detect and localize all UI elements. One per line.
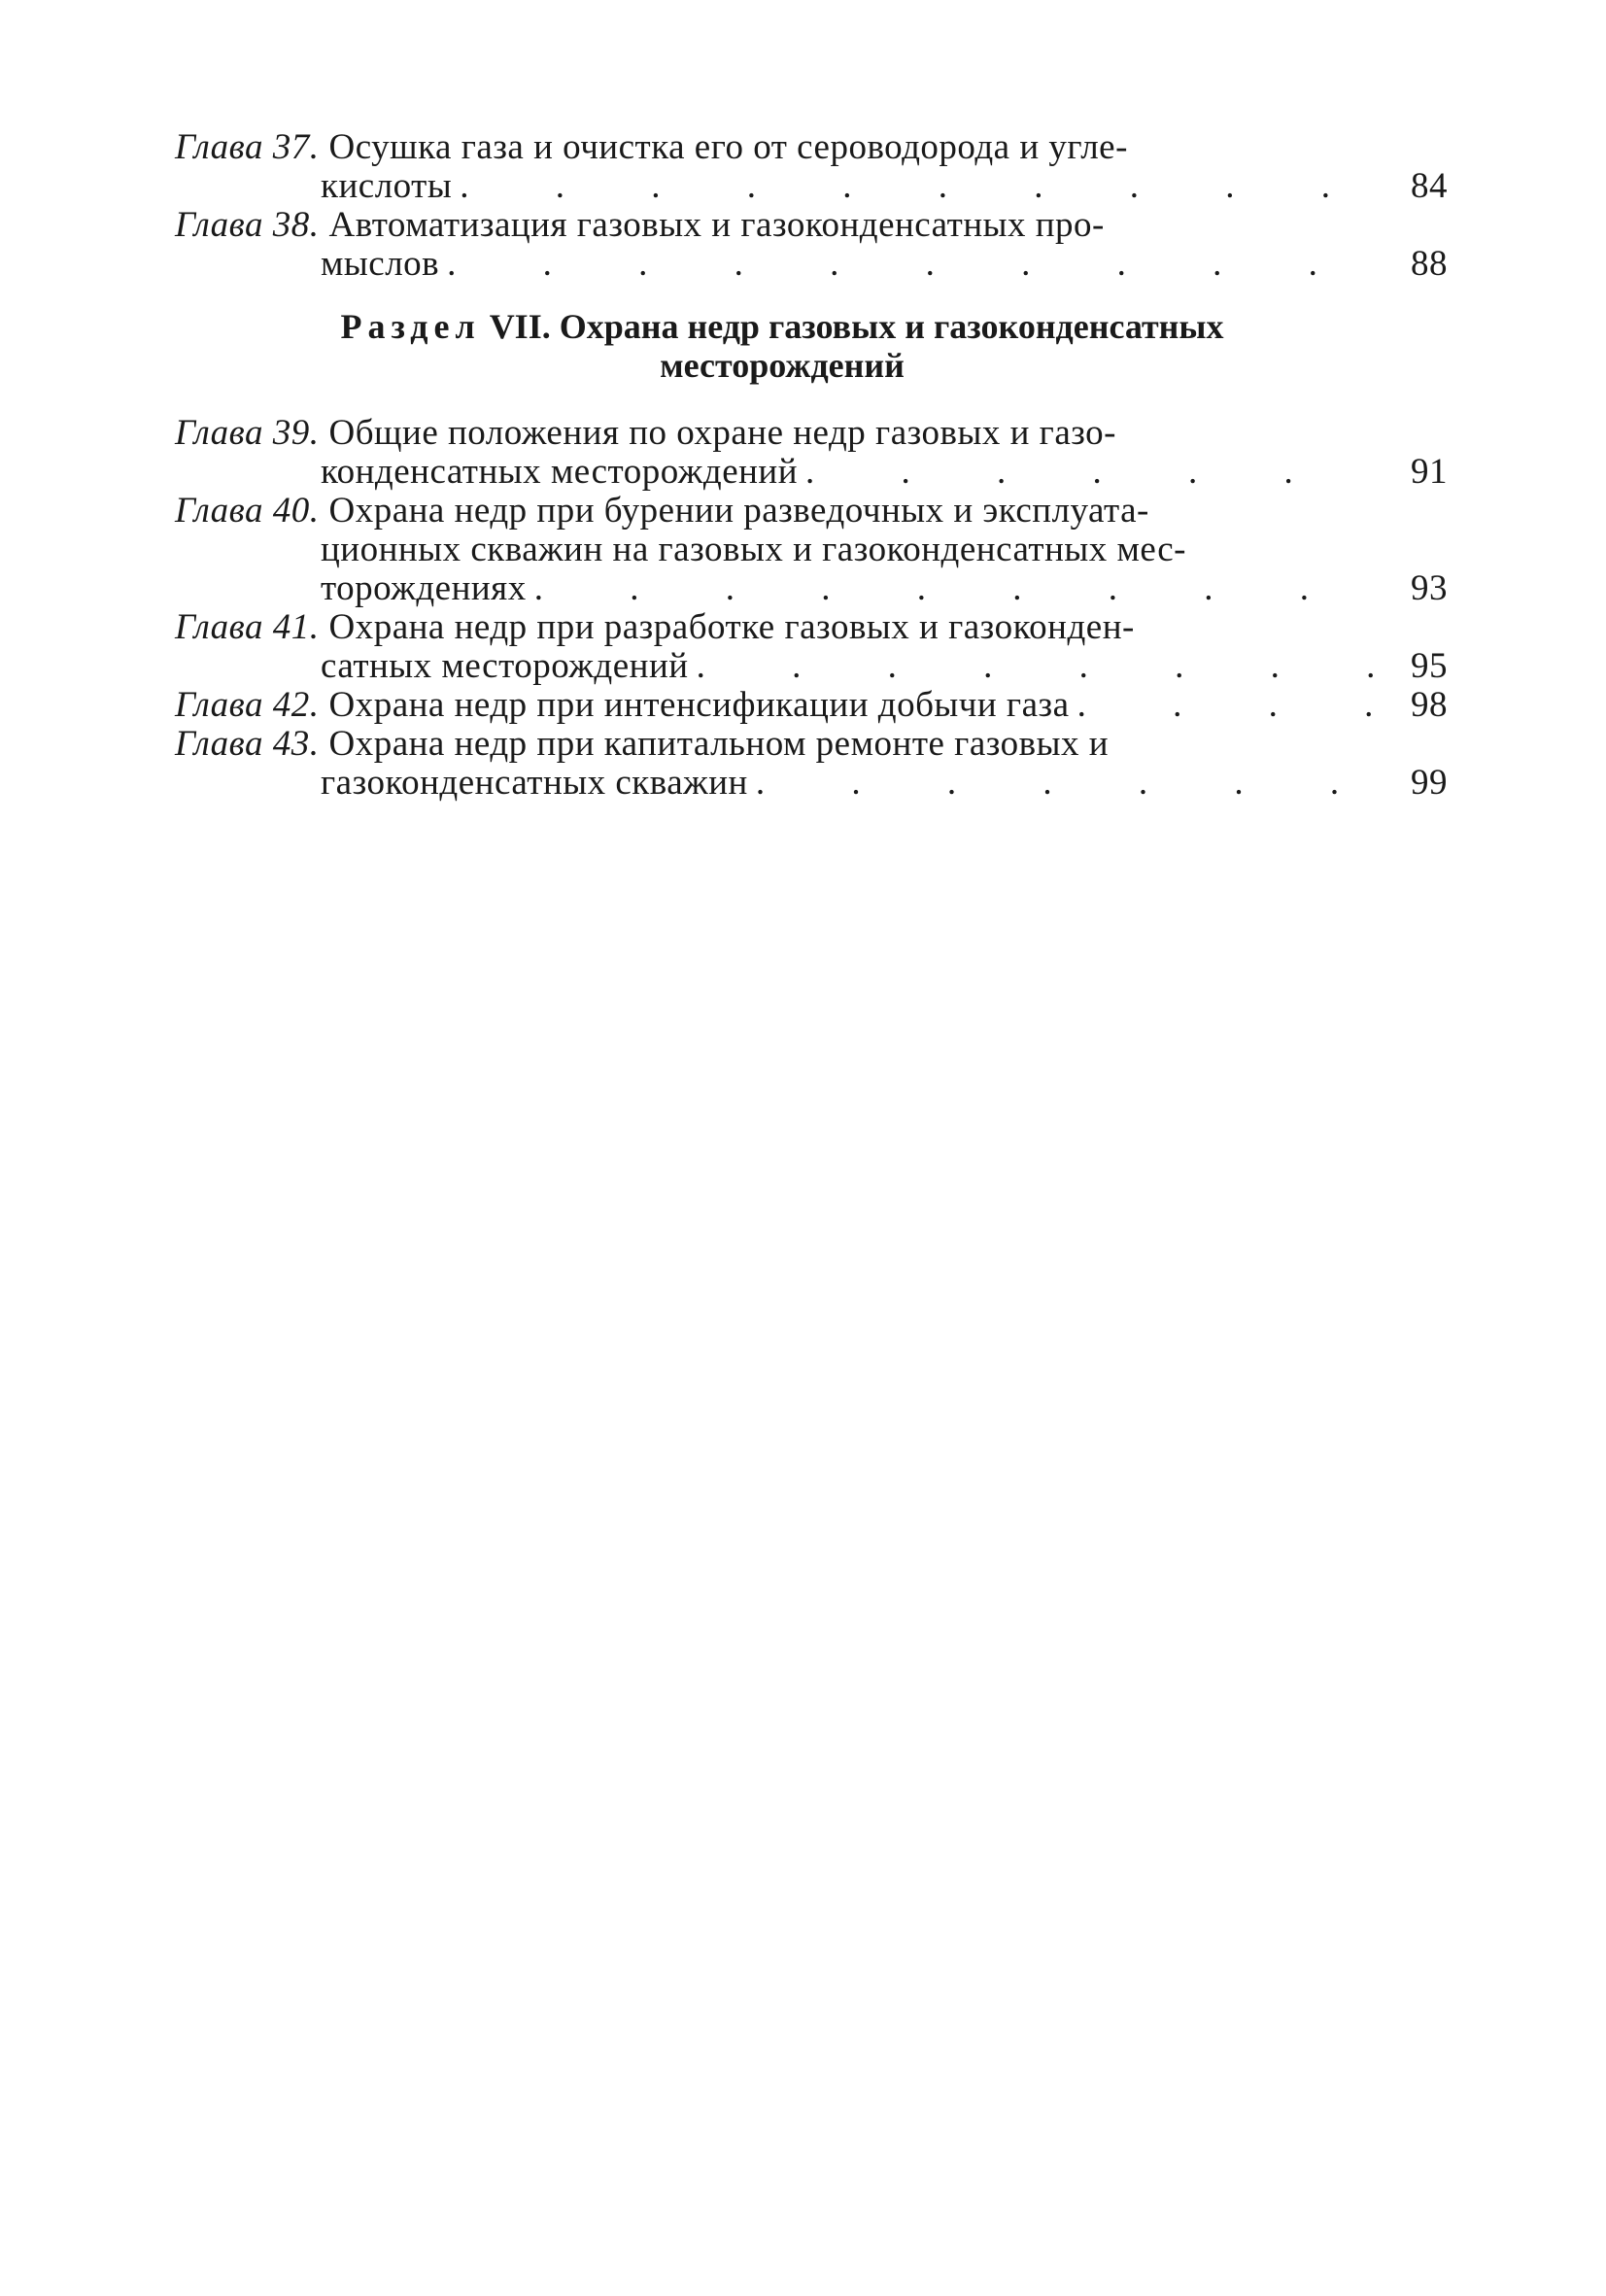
toc-entry-chapter-42: [175, 686, 1448, 725]
chapter-title-line: торождениях: [321, 568, 527, 608]
toc-entry-chapter-39: [175, 414, 1448, 492]
chapter-label: Глава 42.: [175, 685, 320, 725]
toc-entry-chapter-38: [175, 206, 1448, 284]
toc-entry-chapter-43: [175, 725, 1448, 803]
chapter-title-line: сатных месторождений: [321, 646, 689, 686]
chapter-title-line: Осушка газа и очистка его от сероводорода и угле-: [328, 127, 1128, 167]
dot-leader: [460, 167, 1382, 206]
chapter-title-line: Общие положения по охране недр газовых и газо-: [328, 413, 1116, 453]
page-number: 98: [1411, 685, 1448, 725]
toc-entry-chapter-37: [175, 128, 1448, 206]
page-number: 99: [1411, 763, 1448, 803]
chapter-title-line: Охрана недр при разработке газовых и газоконден-: [328, 607, 1135, 647]
chapter-label: Глава 38.: [175, 205, 320, 245]
dot-leader: [756, 764, 1382, 803]
chapter-label: Глава 40.: [175, 491, 320, 531]
chapter-title-line: Охрана недр при капитальном ремонте газовых и: [328, 724, 1110, 764]
chapter-title-line: Автоматизация газовых и газоконденсатных про-: [328, 205, 1105, 245]
page-number: 84: [1411, 166, 1448, 206]
dot-leader: [1077, 686, 1382, 725]
section-word: Раздел: [340, 307, 481, 346]
dot-leader: [447, 245, 1382, 284]
table-of-contents: [175, 128, 1448, 803]
dot-leader: [805, 453, 1382, 492]
chapter-label: Глава 41.: [175, 607, 320, 647]
toc-entry-chapter-41: [175, 608, 1448, 686]
chapter-title-line: мыслов: [321, 244, 440, 284]
chapter-label: Глава 43.: [175, 724, 320, 764]
chapter-title-line: ционных скважин на газовых и газоконденсатных мес-: [321, 530, 1186, 569]
page-number: 88: [1411, 244, 1448, 284]
chapter-label: Глава 39.: [175, 413, 320, 453]
page-number: 93: [1411, 568, 1448, 608]
chapter-title-line: Охрана недр при интенсификации добычи газа: [328, 685, 1070, 725]
section-title-line: месторождений: [660, 346, 905, 385]
dot-leader: [534, 569, 1382, 608]
chapter-label: Глава 37.: [175, 127, 320, 167]
toc-entry-chapter-40: [175, 492, 1448, 608]
chapter-title-line: кислоты: [321, 166, 453, 206]
chapter-title-line: конденсатных месторождений: [321, 452, 799, 492]
chapter-title-line: газоконденсатных скважин: [321, 763, 748, 803]
section-heading: [175, 307, 1448, 385]
page-number: 91: [1411, 452, 1448, 492]
dot-leader: [697, 647, 1382, 686]
chapter-title-line: Охрана недр при бурении разведочных и эксплуата-: [328, 491, 1149, 531]
section-title-line: VII. Охрана недр газовых и газоконденсатных: [489, 307, 1224, 346]
page-number: 95: [1411, 646, 1448, 686]
